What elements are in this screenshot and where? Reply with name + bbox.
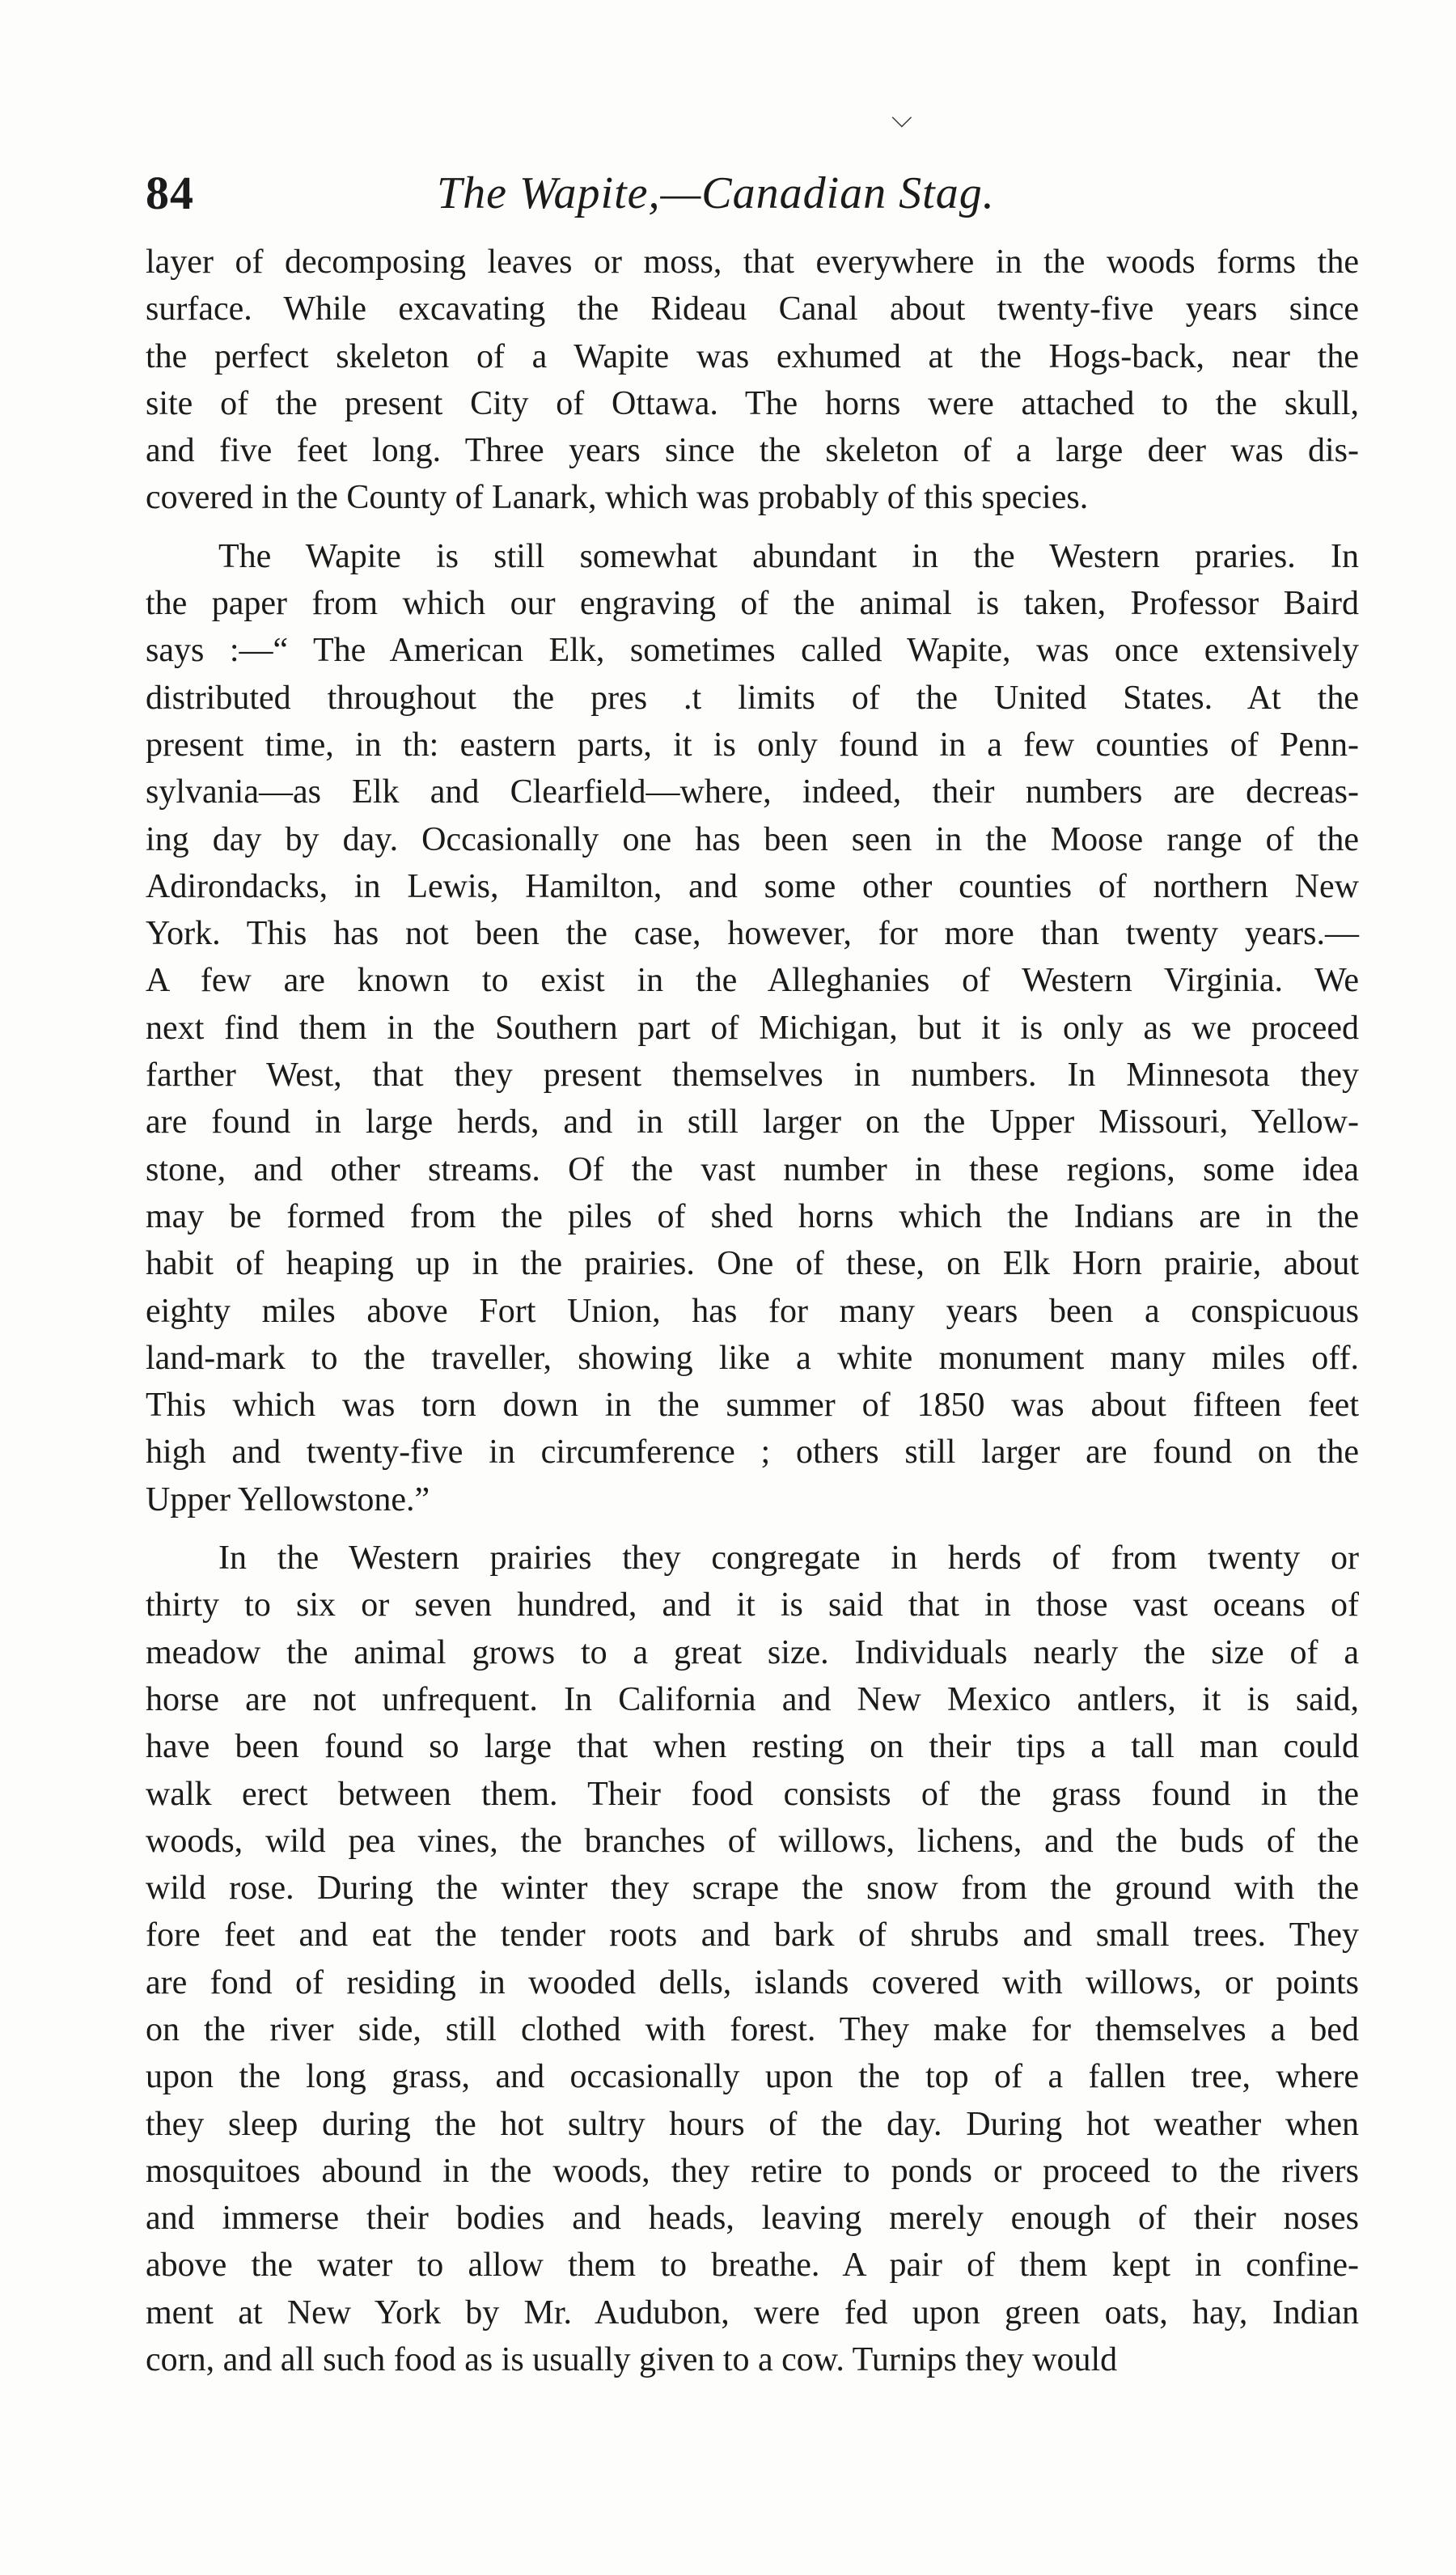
text-line: high and twenty-five in circumference ; others still larger are found on the bbox=[146, 1434, 1359, 1472]
text-line: eighty miles above Fort Union, has for many years been a conspicuous bbox=[146, 1292, 1359, 1330]
text-line: are found in large herds, and in still larger on the Upper Missouri, Yellow- bbox=[146, 1103, 1359, 1141]
text-line: In the Western prairies they congregate in herds of from twenty or bbox=[218, 1539, 1359, 1578]
text-line: and immerse their bodies and heads, leaving merely enough of their noses bbox=[146, 2200, 1359, 2238]
paragraph bbox=[146, 239, 1359, 522]
text-line: wild rose. During the winter they scrape the snow from the ground with the bbox=[146, 1870, 1359, 1908]
text-line: A few are known to exist in the Alleghanies of Western Virginia. We bbox=[146, 962, 1359, 1000]
text-line: horse are not unfrequent. In California and New Mexico antlers, it is said, bbox=[146, 1680, 1359, 1718]
paragraph-gap bbox=[146, 522, 1359, 533]
body-text bbox=[146, 239, 1359, 2383]
text-line: Upper Yellowstone.” bbox=[146, 1480, 430, 1518]
text-line: farther West, that they present themselves in numbers. In Minnesota they bbox=[146, 1057, 1359, 1095]
text-line: stone, and other streams. Of the vast number in these regions, some idea bbox=[146, 1150, 1359, 1188]
text-line: This which was torn down in the summer of 1850 was about fifteen feet bbox=[146, 1387, 1359, 1425]
text-line: ing day by day. Occasionally one has been seen in the Moose range of the bbox=[146, 820, 1359, 858]
paragraph-gap bbox=[146, 1523, 1359, 1535]
text-line: walk erect between them. Their food consists of the grass found in the bbox=[146, 1775, 1359, 1813]
text-line: covered in the County of Lanark, which was probably of this species. bbox=[146, 479, 1089, 517]
text-line: corn, and all such food as is usually given to a cow. Turnips they would bbox=[146, 2341, 1118, 2379]
text-line: site of the present City of Ottawa. The horns were attached to the skull, bbox=[146, 384, 1359, 422]
text-line: are fond of residing in wooded dells, islands covered with willows, or points bbox=[146, 1963, 1359, 2001]
text-line: mosquitoes abound in the woods, they retire to ponds or proceed to the rivers bbox=[146, 2152, 1359, 2190]
text-line: on the river side, still clothed with forest. They make for themselves a bed bbox=[146, 2010, 1359, 2048]
text-line: ment at New York by Mr. Audubon, were fed upon green oats, hay, Indian bbox=[146, 2293, 1359, 2331]
text-line: the perfect skeleton of a Wapite was exhumed at the Hogs-back, near the bbox=[146, 337, 1359, 375]
text-line: habit of heaping up in the prairies. One of these, on Elk Horn prairie, about bbox=[146, 1245, 1359, 1283]
text-line: have been found so large that when resting on their tips a tall man could bbox=[146, 1728, 1359, 1766]
text-line: woods, wild pea vines, the branches of willows, lichens, and the buds of the bbox=[146, 1822, 1359, 1860]
page-number: 84 bbox=[146, 167, 194, 219]
paragraph bbox=[146, 1535, 1359, 2383]
text-line: The Wapite is still somewhat abundant in the Western praries. In bbox=[218, 537, 1359, 575]
text-line: meadow the animal grows to a great size. Individuals nearly the size of a bbox=[146, 1633, 1359, 1671]
page-header bbox=[146, 166, 1359, 231]
text-line: says :—“ The American Elk, sometimes called Wapite, was once extensively bbox=[146, 632, 1359, 670]
text-line: surface. While excavating the Rideau Canal about twenty-five years since bbox=[146, 290, 1359, 328]
text-line: next find them in the Southern part of Michigan, but it is only as we proceed bbox=[146, 1009, 1359, 1047]
text-line: thirty to six or seven hundred, and it is said that in those vast oceans of bbox=[146, 1586, 1359, 1624]
running-title: The Wapite,—Canadian Stag. bbox=[437, 168, 995, 218]
text-line: York. This has not been the case, however, for more than twenty years.— bbox=[146, 915, 1359, 953]
text-line: above the water to allow them to breathe. A pair of them kept in confine- bbox=[146, 2247, 1359, 2285]
text-line: and five feet long. Three years since the skeleton of a large deer was dis- bbox=[146, 432, 1359, 470]
text-line: distributed throughout the pres .t limits of the United States. At the bbox=[146, 679, 1359, 717]
text-line: the paper from which our engraving of the animal is taken, Professor Baird bbox=[146, 585, 1359, 623]
text-line: fore feet and eat the tender roots and bark of shrubs and small trees. They bbox=[146, 1916, 1359, 1955]
text-line: upon the long grass, and occasionally upon the top of a fallen tree, where bbox=[146, 2058, 1359, 2096]
text-line: layer of decomposing leaves or moss, that everywhere in the woods forms the bbox=[146, 244, 1359, 281]
text-line: they sleep during the hot sultry hours of the day. During hot weather when bbox=[146, 2105, 1359, 2143]
stray-mark: ⌵ bbox=[891, 104, 912, 133]
text-line: may be formed from the piles of shed horns which the Indians are in the bbox=[146, 1197, 1359, 1235]
text-line: Adirondacks, in Lewis, Hamilton, and some other counties of northern New bbox=[146, 867, 1359, 905]
text-line: sylvania—as Elk and Clearfield—where, indeed, their numbers are decreas- bbox=[146, 773, 1359, 811]
text-line: present time, in th: eastern parts, it is only found in a few counties of Penn- bbox=[146, 726, 1359, 764]
paragraph bbox=[146, 533, 1359, 1523]
text-line: land-mark to the traveller, showing like a white monument many miles off. bbox=[146, 1339, 1359, 1377]
